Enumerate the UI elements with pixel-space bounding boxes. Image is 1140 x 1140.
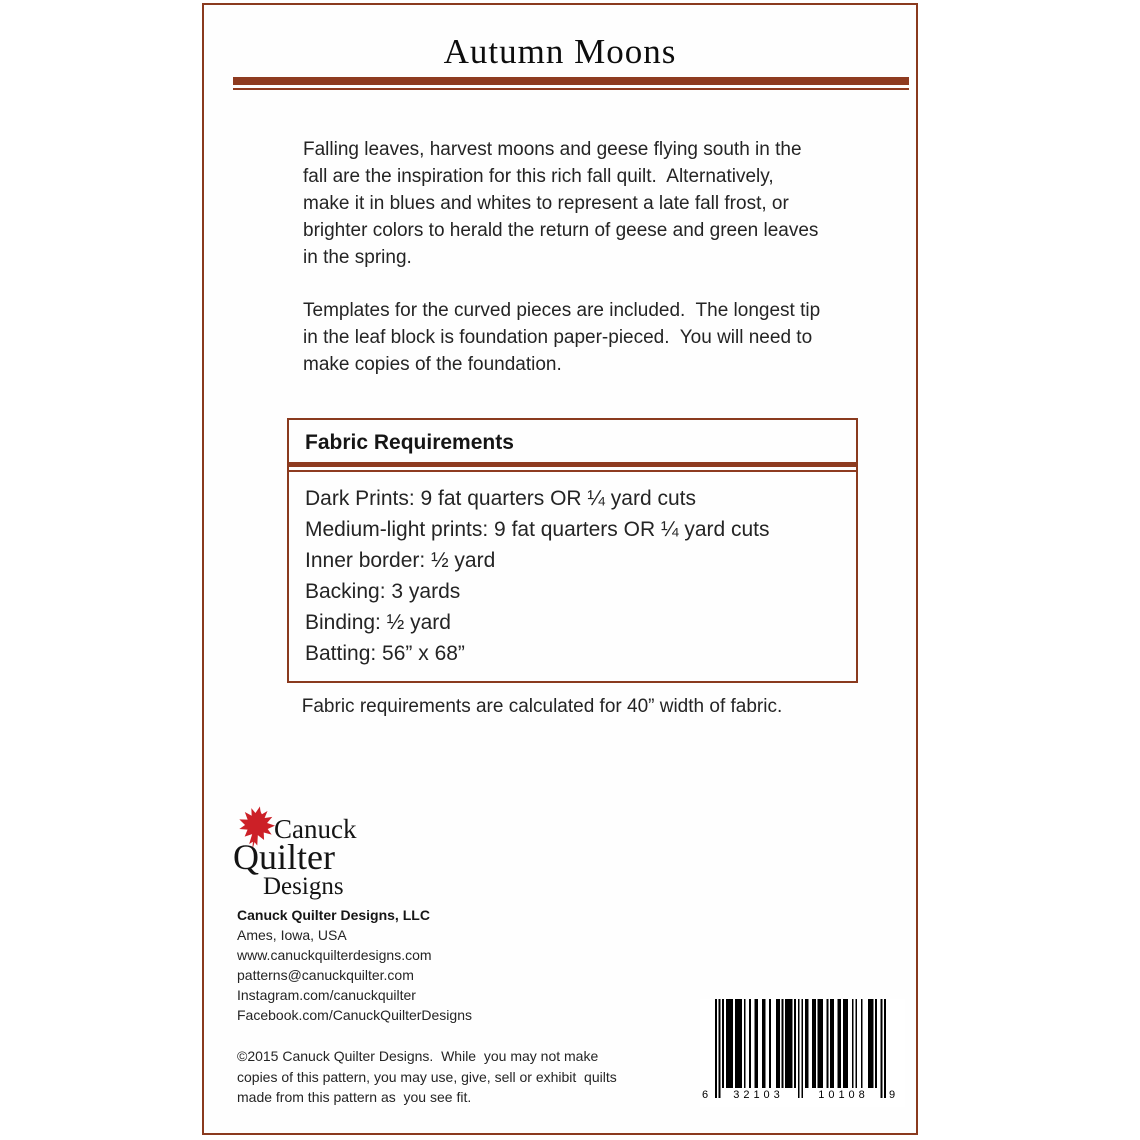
copyright-notice	[237, 1046, 677, 1108]
barcode-bars	[715, 999, 886, 1098]
upc-barcode	[700, 999, 905, 1107]
fabric-item-batting: Batting: 56” x 68”	[305, 642, 465, 665]
contact-instagram: Instagram.com/canuckquilter	[237, 987, 416, 1003]
barcode-digit-group-1: 32103	[733, 1089, 784, 1101]
fabric-item-dark-prints: Dark Prints: 9 fat quarters OR ¼ yard cuts	[305, 487, 696, 510]
contact-email: patterns@canuckquilter.com	[237, 967, 414, 983]
fabric-item-inner-border: Inner border: ½ yard	[305, 549, 496, 572]
contact-location: Ames, Iowa, USA	[237, 927, 347, 943]
barcode-digit-left: 6	[702, 1089, 709, 1101]
fabric-width-note: Fabric requirements are calculated for 40” width of fabric.	[301, 696, 783, 717]
contact-facebook: Facebook.com/CanuckQuilterDesigns	[237, 1007, 472, 1023]
fabric-requirements-box	[287, 418, 858, 683]
canuck-quilter-logo	[233, 804, 403, 904]
logo-word-quilter: Quilter	[233, 837, 335, 877]
fabric-requirements-heading: Fabric Requirements	[305, 431, 514, 454]
page-title: Autumn Moons	[443, 32, 677, 71]
copyright-line: ©2015 Canuck Quilter Designs. While you may not make	[237, 1048, 599, 1064]
fabric-item-binding: Binding: ½ yard	[305, 611, 451, 634]
pattern-back-cover-page	[202, 3, 918, 1135]
copyright-line: made from this pattern as you see fit.	[237, 1089, 472, 1105]
intro-paragraph-2: Templates for the curved pieces are included. The longest tip in the leaf block is foundation paper-pieced. You will need to make copies of the foundation.	[303, 300, 826, 375]
contact-website: www.canuckquilterdesigns.com	[237, 947, 432, 963]
fabric-item-medium-light-prints: Medium-light prints: 9 fat quarters OR ¼ yard cuts	[305, 518, 770, 541]
logo-word-canuck: Canuck	[274, 814, 357, 844]
company-name: Canuck Quilter Designs, LLC	[237, 907, 430, 923]
title-divider-rule	[233, 77, 909, 90]
fabric-requirements-list	[305, 483, 856, 669]
logo-word-designs: Designs	[263, 873, 344, 900]
fabric-item-backing: Backing: 3 yards	[305, 580, 461, 603]
barcode-digit-group-2: 10108	[818, 1089, 869, 1101]
copyright-line: copies of this pattern, you may use, give, sell or exhibit quilts	[237, 1068, 617, 1085]
fabric-requirements-divider-rule	[289, 462, 856, 472]
barcode-digit-right: 9	[889, 1089, 896, 1101]
contact-block	[237, 905, 472, 1025]
intro-paragraph-1: Falling leaves, harvest moons and geese flying south in the fall are the inspiration for this rich fall quilt. Alternatively, make it in blues and whites to represent a late fall frost, or brighter colors to herald the return of geese and green leaves in the spring.	[303, 139, 824, 268]
